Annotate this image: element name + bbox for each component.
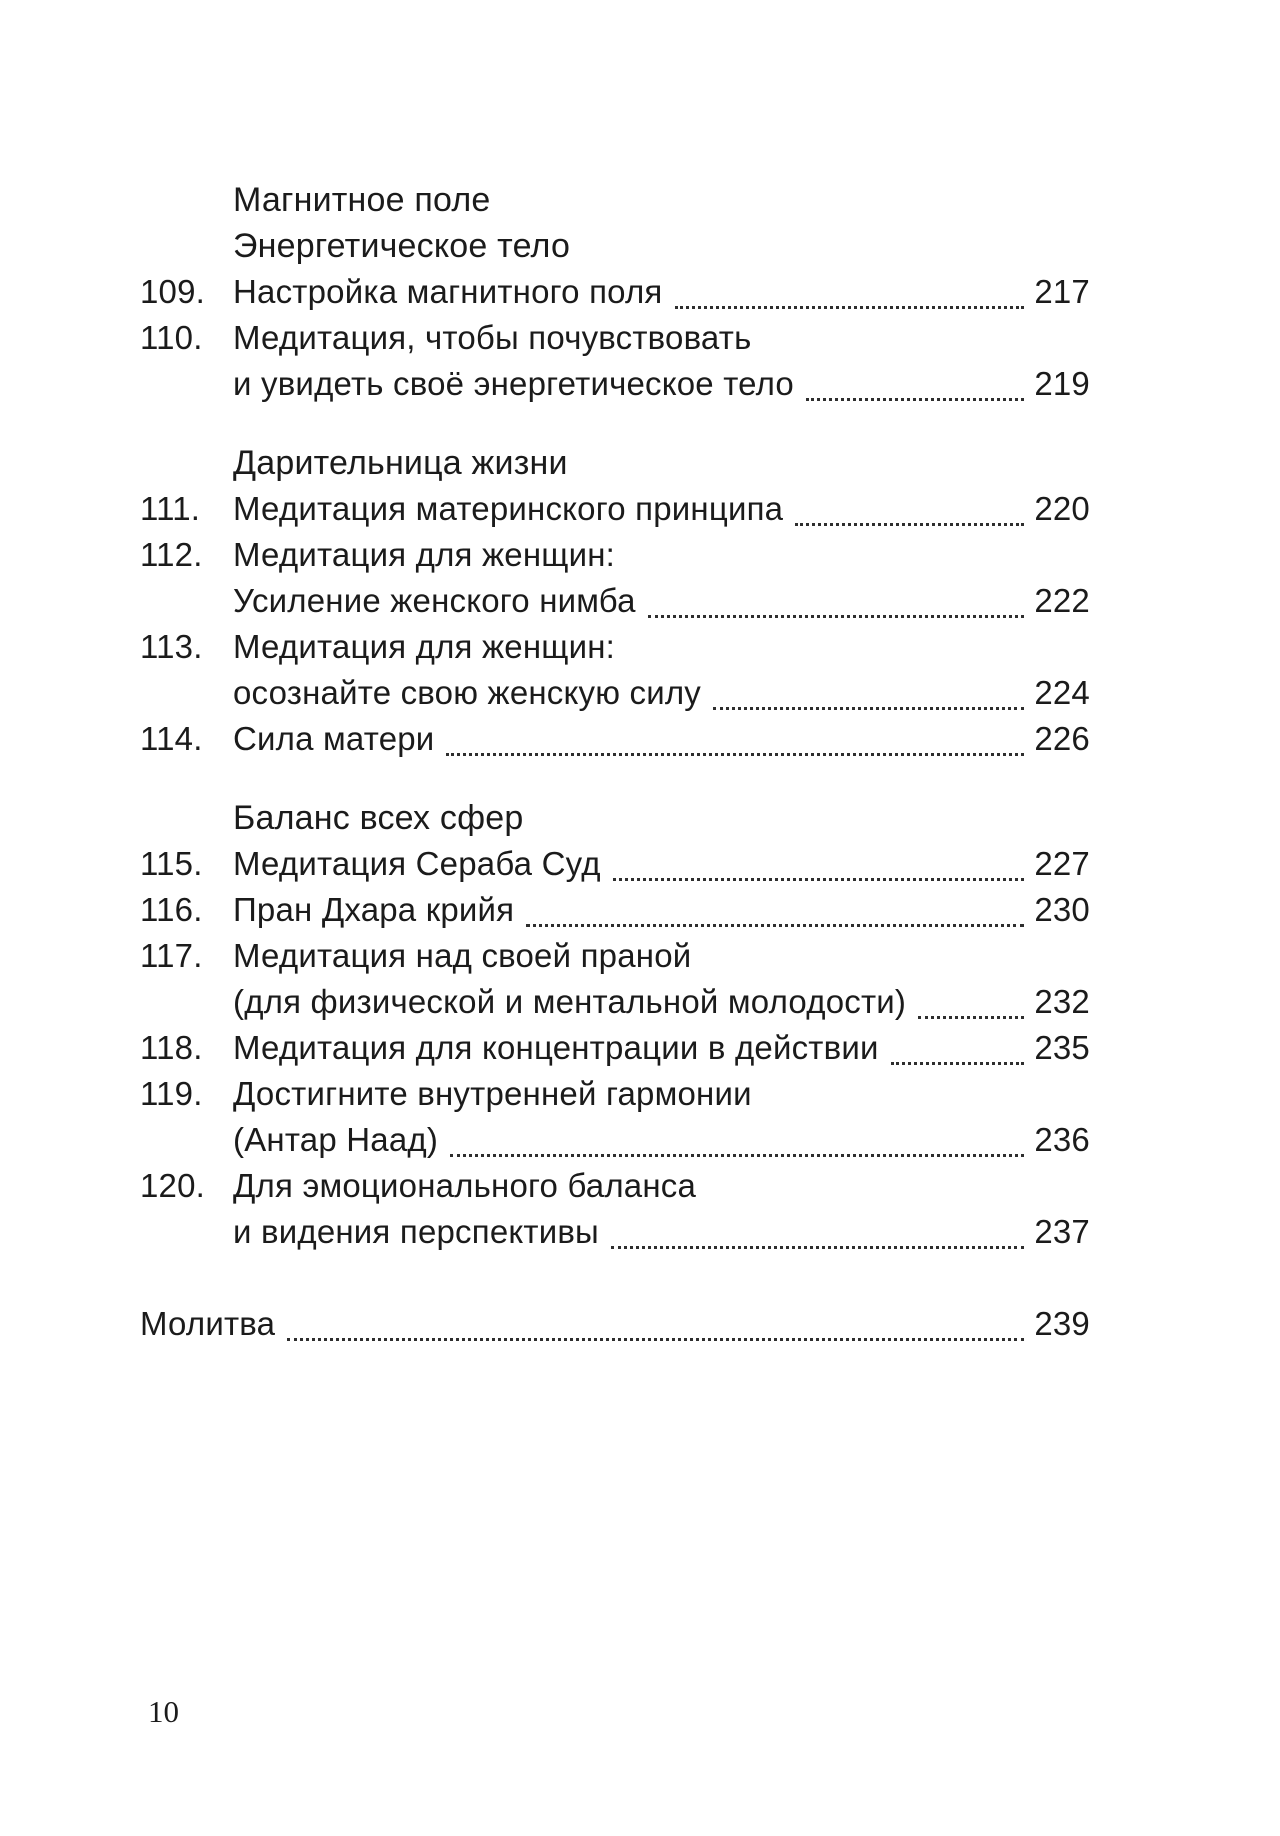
section-heading-text: Магнитное поле — [233, 181, 491, 219]
entry-page-number: 227 — [1034, 845, 1090, 882]
entry-title: Медитация, чтобы почувствовать — [233, 319, 752, 356]
entry-title: Сила матери — [233, 720, 435, 757]
toc-entry-row — [140, 891, 1090, 937]
table-of-contents — [140, 181, 1090, 1351]
toc-entry-row — [140, 490, 1090, 536]
section-heading-text: Энергетическое тело — [233, 227, 571, 265]
dot-leader — [450, 1154, 1024, 1157]
toc-entry-row — [140, 1121, 1090, 1167]
entry-page-number: 217 — [1034, 273, 1090, 310]
entry-title: Молитва — [140, 1305, 276, 1342]
dot-leader — [611, 1246, 1024, 1249]
entry-number: 114. — [140, 720, 203, 757]
dot-leader — [918, 1016, 1024, 1019]
entry-number: 117. — [140, 937, 203, 974]
toc-entry-row — [140, 1167, 1090, 1213]
entry-number: 120. — [140, 1167, 206, 1204]
dot-leader — [613, 878, 1025, 881]
toc-entry-row — [140, 674, 1090, 720]
entry-title: осознайте свою женскую силу — [233, 674, 702, 711]
toc-entry-row — [140, 628, 1090, 674]
dot-leader — [675, 306, 1025, 309]
section-heading — [140, 444, 1090, 490]
entry-number: 113. — [140, 628, 203, 665]
section-heading — [140, 227, 1090, 273]
entry-number: 110. — [140, 319, 203, 356]
toc-entry-row — [140, 536, 1090, 582]
entry-page-number: 219 — [1034, 365, 1090, 402]
dot-leader — [446, 753, 1024, 756]
entry-title: Медитация материнского принципа — [233, 490, 784, 527]
dot-leader — [806, 398, 1024, 401]
toc-section — [140, 181, 1090, 411]
entry-page-number: 230 — [1034, 891, 1090, 928]
toc-entry-row — [140, 1075, 1090, 1121]
dot-leader — [713, 707, 1024, 710]
toc-entry-row — [140, 273, 1090, 319]
entry-title: Достигните внутренней гармонии — [233, 1075, 752, 1112]
toc-entry-row — [140, 1213, 1090, 1259]
toc-section — [140, 444, 1090, 766]
entry-number: 111. — [140, 490, 201, 527]
entry-page-number: 237 — [1034, 1213, 1090, 1250]
entry-page-number: 224 — [1034, 674, 1090, 711]
toc-entry-row — [140, 720, 1090, 766]
toc-entry-row — [140, 1305, 1090, 1351]
toc-section — [140, 1305, 1090, 1351]
entry-title: Медитация для концентрации в действии — [233, 1029, 879, 1066]
toc-entry-row — [140, 983, 1090, 1029]
entry-number: 115. — [140, 845, 203, 882]
entry-number: 119. — [140, 1075, 203, 1112]
entry-title: Медитация Сераба Суд — [233, 845, 601, 882]
dot-leader — [648, 615, 1025, 618]
entry-page-number: 226 — [1034, 720, 1090, 757]
entry-title: и увидеть своё энергетическое тело — [233, 365, 794, 402]
dot-leader — [287, 1338, 1024, 1341]
entry-title: и видения перспективы — [233, 1213, 599, 1250]
entry-title: Усиление женского нимба — [233, 582, 636, 619]
entry-title: (для физической и ментальной молодости) — [233, 983, 907, 1020]
entry-title: Настройка магнитного поля — [233, 273, 663, 310]
entry-page-number: 232 — [1034, 983, 1090, 1020]
toc-entry-row — [140, 845, 1090, 891]
entry-number: 112. — [140, 536, 203, 573]
dot-leader — [891, 1062, 1025, 1065]
entry-title: Медитация над своей праной — [233, 937, 692, 974]
entry-number: 116. — [140, 891, 203, 928]
entry-page-number: 235 — [1034, 1029, 1090, 1066]
entry-page-number: 222 — [1034, 582, 1090, 619]
section-heading — [140, 799, 1090, 845]
entry-title: (Антар Наад) — [233, 1121, 439, 1158]
dot-leader — [526, 924, 1024, 927]
section-heading — [140, 181, 1090, 227]
entry-page-number: 236 — [1034, 1121, 1090, 1158]
toc-entry-row — [140, 582, 1090, 628]
entry-title: Пран Дхара крийя — [233, 891, 515, 928]
entry-number: 118. — [140, 1029, 203, 1066]
page-folio: 10 — [148, 1694, 179, 1729]
dot-leader — [795, 523, 1024, 526]
toc-entry-row — [140, 937, 1090, 983]
entry-number: 109. — [140, 273, 206, 310]
entry-title: Медитация для женщин: — [233, 628, 616, 665]
entry-page-number: 239 — [1034, 1305, 1090, 1342]
section-heading-text: Дарительница жизни — [233, 444, 568, 482]
toc-section — [140, 799, 1090, 1259]
section-heading-text: Баланс всех сфер — [233, 799, 524, 837]
toc-entry-row — [140, 319, 1090, 365]
entry-title: Для эмоционального баланса — [233, 1167, 697, 1204]
entry-page-number: 220 — [1034, 490, 1090, 527]
toc-entry-row — [140, 1029, 1090, 1075]
entry-title: Медитация для женщин: — [233, 536, 616, 573]
toc-entry-row — [140, 365, 1090, 411]
